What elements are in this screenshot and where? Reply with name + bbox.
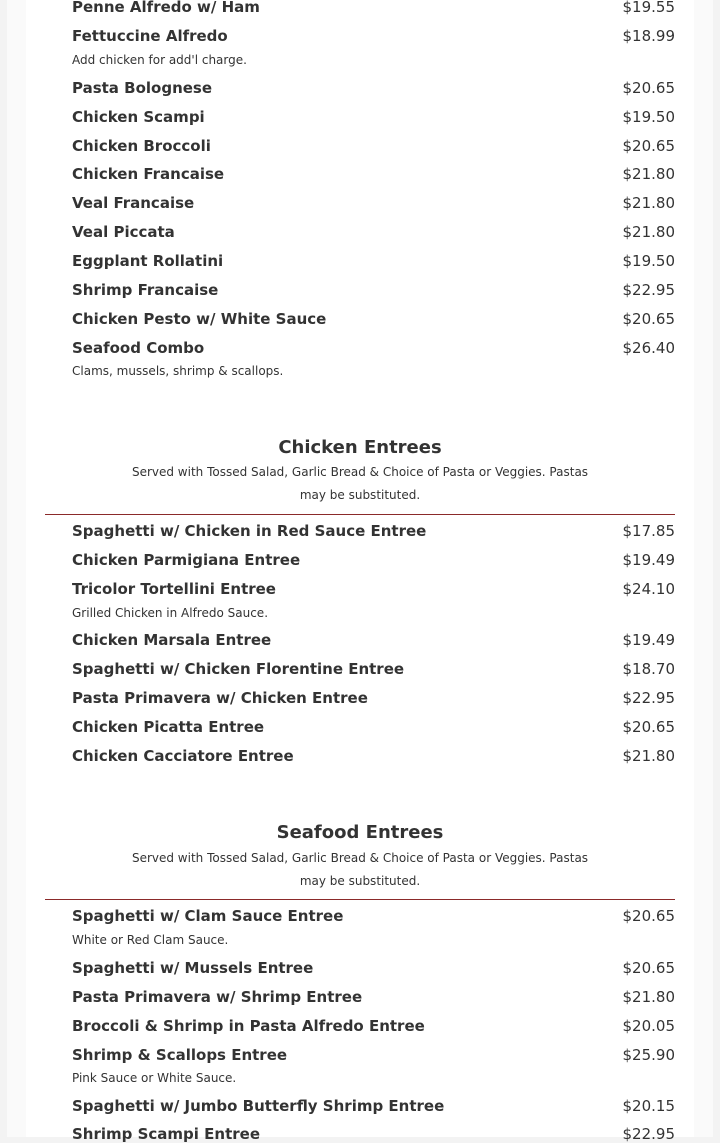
item-name: Chicken Parmigiana Entree — [72, 551, 301, 569]
item-name: Shrimp Francaise — [72, 281, 219, 299]
item-name: Pasta Primavera w/ Shrimp Entree — [72, 988, 363, 1006]
item-name: Eggplant Rollatini — [72, 252, 224, 270]
item-name: Broccoli & Shrimp in Pasta Alfredo Entree — [72, 1017, 425, 1035]
item-price: $20.65 — [622, 718, 675, 736]
item-name: Spaghetti w/ Clam Sauce Entree — [72, 907, 344, 925]
item-price: $19.50 — [622, 108, 675, 126]
item-name: Spaghetti w/ Chicken Florentine Entree — [72, 660, 405, 678]
item-price: $18.70 — [622, 660, 675, 678]
item-price: $17.85 — [622, 522, 675, 540]
item-name: Chicken Cacciatore Entree — [72, 747, 294, 765]
item-price: $19.50 — [622, 252, 675, 270]
item-name: Pasta Bolognese — [72, 79, 213, 97]
item-price: $25.90 — [622, 1046, 675, 1064]
item-price: $24.10 — [622, 580, 675, 598]
item-name: Pasta Primavera w/ Chicken Entree — [72, 689, 368, 707]
item-name: Veal Piccata — [72, 223, 175, 241]
item-price: $20.65 — [622, 137, 675, 155]
item-name: Penne Alfredo w/ Ham — [72, 0, 260, 16]
item-description: Add chicken for add'l charge. — [72, 53, 247, 67]
item-name: Spaghetti w/ Jumbo Butterfly Shrimp Entree — [72, 1097, 445, 1115]
item-price: $19.55 — [622, 0, 675, 16]
item-name: Seafood Combo — [72, 339, 205, 357]
section-subtitle: Served with Tossed Salad, Garlic Bread & Choice of Pasta or Veggies. Pastas — [131, 465, 589, 479]
item-name: Chicken Picatta Entree — [72, 718, 265, 736]
section-divider — [45, 514, 675, 515]
item-description: White or Red Clam Sauce. — [72, 933, 229, 947]
item-name: Chicken Francaise — [72, 165, 225, 183]
item-name: Shrimp & Scallops Entree — [72, 1046, 288, 1064]
item-price: $22.95 — [622, 1125, 675, 1143]
section-subtitle: may be substituted. — [299, 488, 421, 502]
item-price: $21.80 — [622, 747, 675, 765]
item-price: $22.95 — [622, 281, 675, 299]
item-name: Shrimp Scampi Entree — [72, 1125, 260, 1143]
left-rail — [7, 0, 26, 1137]
item-price: $21.80 — [622, 194, 675, 212]
item-description: Pink Sauce or White Sauce. — [72, 1071, 237, 1085]
item-price: $21.80 — [622, 223, 675, 241]
item-price: $20.65 — [622, 79, 675, 97]
item-price: $21.80 — [622, 988, 675, 1006]
item-price: $21.80 — [622, 165, 675, 183]
section-subtitle: may be substituted. — [299, 874, 421, 888]
item-description: Grilled Chicken in Alfredo Sauce. — [72, 606, 269, 620]
item-price: $18.99 — [622, 27, 675, 45]
item-name: Fettuccine Alfredo — [72, 27, 228, 45]
item-price: $22.95 — [622, 689, 675, 707]
item-price: $20.65 — [622, 907, 675, 925]
item-price: $20.65 — [622, 310, 675, 328]
item-name: Spaghetti w/ Chicken in Red Sauce Entree — [72, 522, 427, 540]
item-price: $20.05 — [622, 1017, 675, 1035]
item-description: Clams, mussels, shrimp & scallops. — [72, 364, 284, 378]
section-title: Chicken Entrees — [278, 437, 442, 458]
item-name: Chicken Scampi — [72, 108, 205, 126]
item-price: $19.49 — [622, 551, 675, 569]
item-name: Chicken Pesto w/ White Sauce — [72, 310, 327, 328]
item-name: Spaghetti w/ Mussels Entree — [72, 959, 314, 977]
item-price: $20.15 — [622, 1097, 675, 1115]
right-rail — [694, 0, 713, 1137]
item-price: $20.65 — [622, 959, 675, 977]
section-title: Seafood Entrees — [276, 822, 444, 843]
section-divider — [45, 899, 675, 900]
item-name: Chicken Marsala Entree — [72, 631, 272, 649]
item-name: Chicken Broccoli — [72, 137, 211, 155]
section-subtitle: Served with Tossed Salad, Garlic Bread & Choice of Pasta or Veggies. Pastas — [131, 851, 589, 865]
item-price: $26.40 — [622, 339, 675, 357]
item-name: Tricolor Tortellini Entree — [72, 580, 276, 598]
item-name: Veal Francaise — [72, 194, 195, 212]
item-price: $19.49 — [622, 631, 675, 649]
